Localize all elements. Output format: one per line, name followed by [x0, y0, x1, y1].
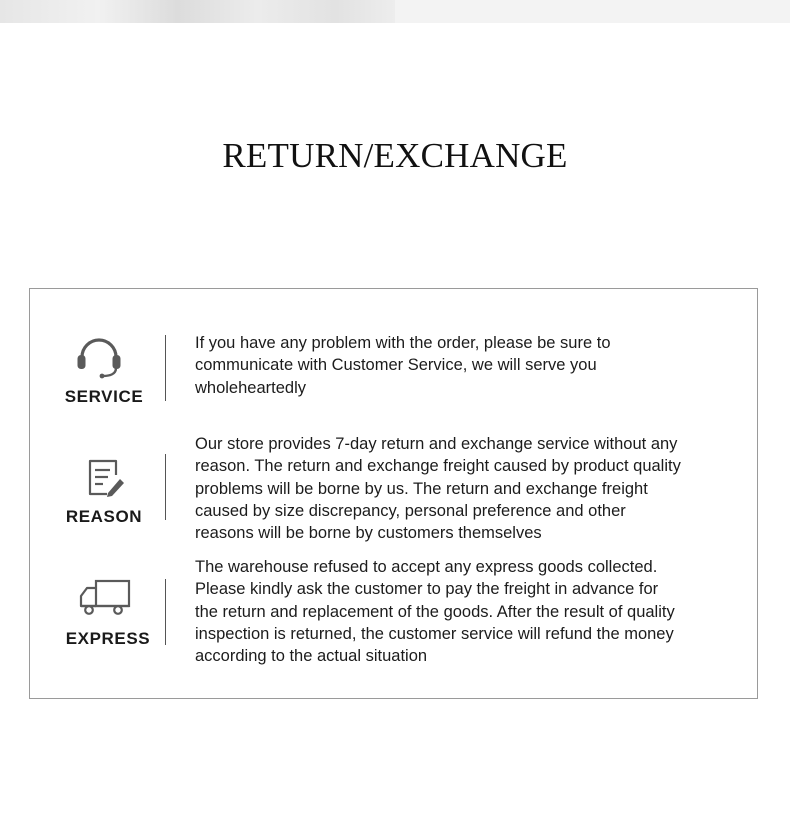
section-text: If you have any problem with the order, please be sure to communicate with Customer Service, we will serve you wholeheartedly — [195, 334, 611, 397]
policy-box — [29, 288, 758, 699]
headset-icon — [74, 335, 136, 383]
truck-icon — [78, 578, 140, 626]
section-label: REASON — [65, 507, 143, 526]
document-edit-icon — [86, 457, 148, 505]
section-label: SERVICE — [64, 387, 144, 406]
section-text: Our store provides 7-day return and exchange service without any reason. The return and exchange freight caused by product quality problems will be borne by us. The return and exchange freight caused by size discrepancy, personal preference and other reasons will be borne by customers themselves — [195, 435, 681, 543]
section-divider — [165, 454, 166, 520]
product-photo-right — [395, 0, 790, 23]
product-photo-left — [0, 0, 395, 23]
section-text: The warehouse refused to accept any express goods collected. Please kindly ask the customer to pay the freight in advance for the return and replacement of the goods. After the result of quality inspection is returned, the customer service will refund the money according to the actual situation — [195, 558, 675, 666]
section-divider — [165, 335, 166, 401]
section-divider — [165, 579, 166, 645]
page-title: RETURN/EXCHANGE — [222, 136, 568, 175]
section-label: EXPRESS — [65, 629, 151, 648]
top-photo-strip — [0, 0, 790, 23]
